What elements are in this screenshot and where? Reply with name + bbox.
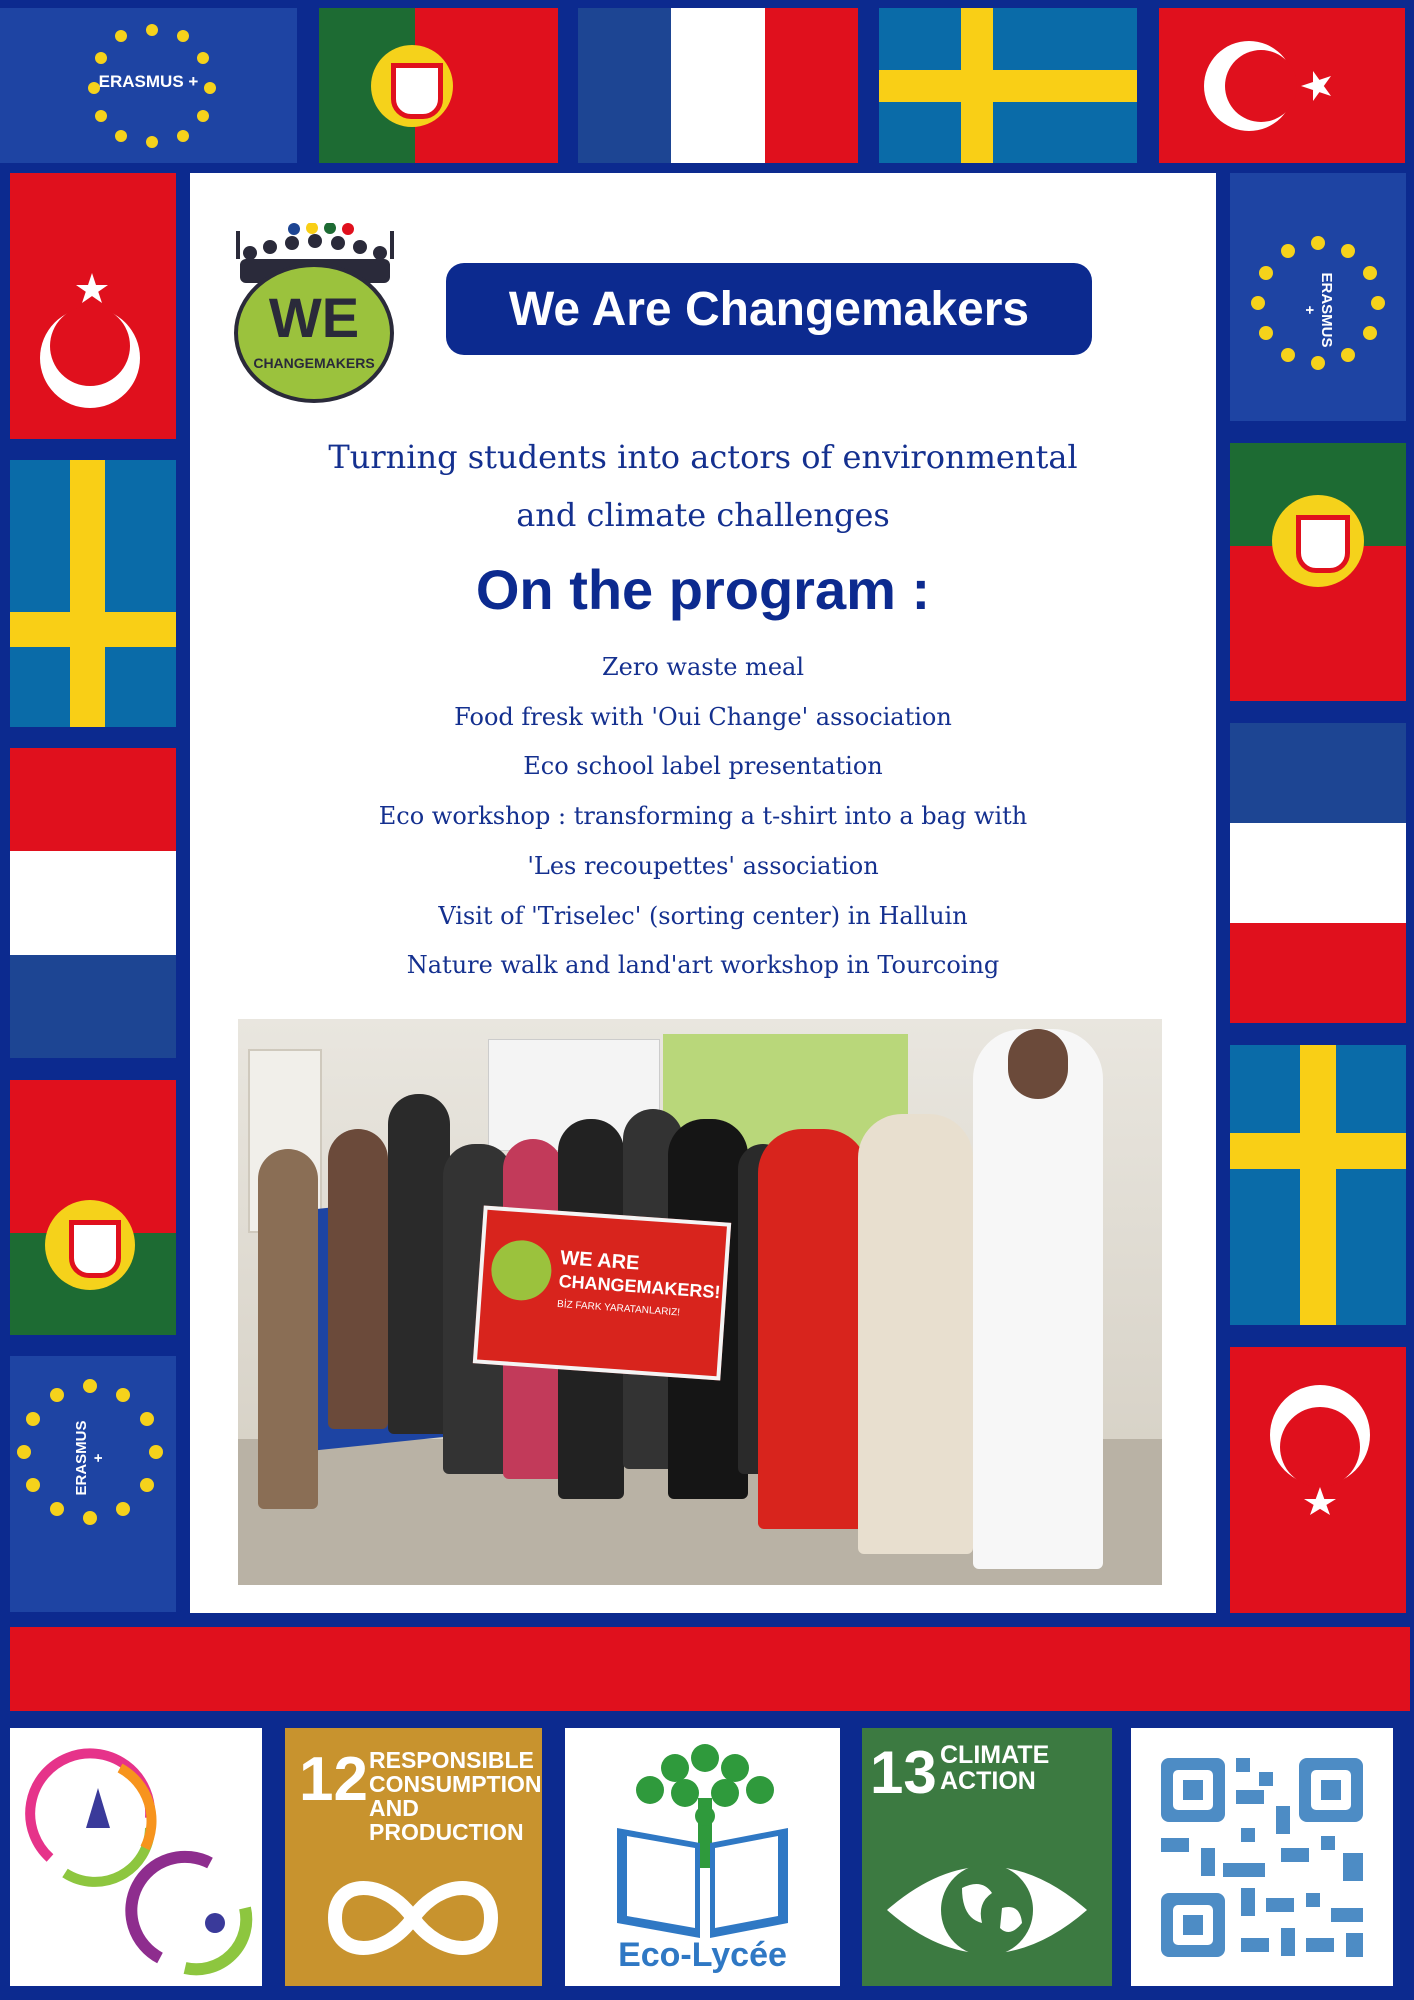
sdg12-number: 12 <box>299 1745 368 1814</box>
sweden-flag-right <box>1230 1045 1406 1325</box>
crescent-star-icon <box>1230 1347 1406 1613</box>
france-flag-top <box>578 8 858 163</box>
sdg12-text-line: CONSUMPTION <box>369 1771 542 1798</box>
qr-code-tile[interactable] <box>1131 1728 1393 1986</box>
school-logo <box>10 1728 262 1986</box>
program-item: Eco workshop : transforming a t-shirt into a bag with <box>378 802 1028 831</box>
crescent-star-icon <box>10 173 176 439</box>
program-item: Food fresk with 'Oui Change' association <box>454 702 952 731</box>
banner-line-1: WE ARE <box>559 1247 641 1275</box>
eco-lycee-label: Eco-Lycée <box>618 1936 787 1974</box>
erasmus-label: ERASMUS + <box>1301 272 1335 348</box>
infinity-icon <box>285 1728 542 1986</box>
sdg13-tile <box>862 1728 1112 1986</box>
erasmus-label: ERASMUS + <box>73 1420 107 1496</box>
program-item: Eco school label presentation <box>523 752 883 781</box>
page-title: We Are Changemakers <box>446 263 1092 355</box>
sdg12-text-line: RESPONSIBLE <box>369 1747 534 1773</box>
subtitle <box>250 428 1156 544</box>
turkey-flag-right <box>1230 1347 1406 1613</box>
subtitle-line: and climate challenges <box>516 496 890 534</box>
changemakers-banner <box>473 1206 731 1381</box>
program-item: Nature walk and land'art workshop in Tourcoing <box>406 951 1000 980</box>
crescent-star-icon <box>1159 8 1405 163</box>
france-flag-left <box>10 748 176 1058</box>
logo-big-text: WE <box>268 286 360 349</box>
eye-globe-icon <box>862 1728 1112 1986</box>
logo-ring-text: CHANGEMAKERS <box>253 355 375 371</box>
portugal-flag-right <box>1230 443 1406 701</box>
subtitle-line: Turning students into actors of environmental <box>328 438 1078 476</box>
erasmus-label: ERASMUS + <box>98 72 199 91</box>
program-heading: On the program : <box>475 558 931 621</box>
sdg13-number: 13 <box>870 1739 937 1806</box>
sdg12-tile <box>285 1728 542 1986</box>
portugal-flag-left <box>10 1080 176 1335</box>
banner-line-2: CHANGEMAKERS! <box>558 1270 722 1303</box>
france-flag-right <box>1230 723 1406 1023</box>
sdg13-text-line: ACTION <box>940 1767 1036 1796</box>
sdg13-text-line: CLIMATE <box>940 1741 1050 1769</box>
school-swirl-icon <box>10 1728 262 1986</box>
we-changemakers-logo <box>220 223 410 403</box>
eco-lycee-tile <box>565 1728 840 1986</box>
banner-line-3: BİZ FARK YARATANLARIZ! <box>556 1298 681 1319</box>
erasmus-flag-left <box>10 1356 176 1612</box>
erasmus-flag-top <box>0 8 297 163</box>
portugal-emblem-icon <box>45 1200 135 1290</box>
program-item: 'Les recoupettes' association <box>527 851 879 880</box>
turkey-flag-left <box>10 173 176 439</box>
content-panel <box>190 173 1216 1613</box>
sweden-flag-top <box>879 8 1137 163</box>
sweden-flag-left <box>10 460 176 727</box>
turkey-flag-top <box>1159 8 1405 163</box>
qr-code-icon <box>1131 1728 1393 1986</box>
program-list <box>250 643 1156 991</box>
group-photo <box>238 1019 1162 1585</box>
erasmus-flag-right <box>1230 173 1406 421</box>
red-divider-bar <box>10 1627 1410 1711</box>
program-item: Zero waste meal <box>601 653 805 681</box>
portugal-emblem-icon <box>371 45 453 127</box>
portugal-flag-top <box>319 8 558 163</box>
portugal-emblem-icon <box>1272 495 1364 587</box>
sdg12-text-line: AND PRODUCTION <box>369 1795 524 1846</box>
program-item: Visit of 'Triselec' (sorting center) in Halluin <box>438 901 968 930</box>
